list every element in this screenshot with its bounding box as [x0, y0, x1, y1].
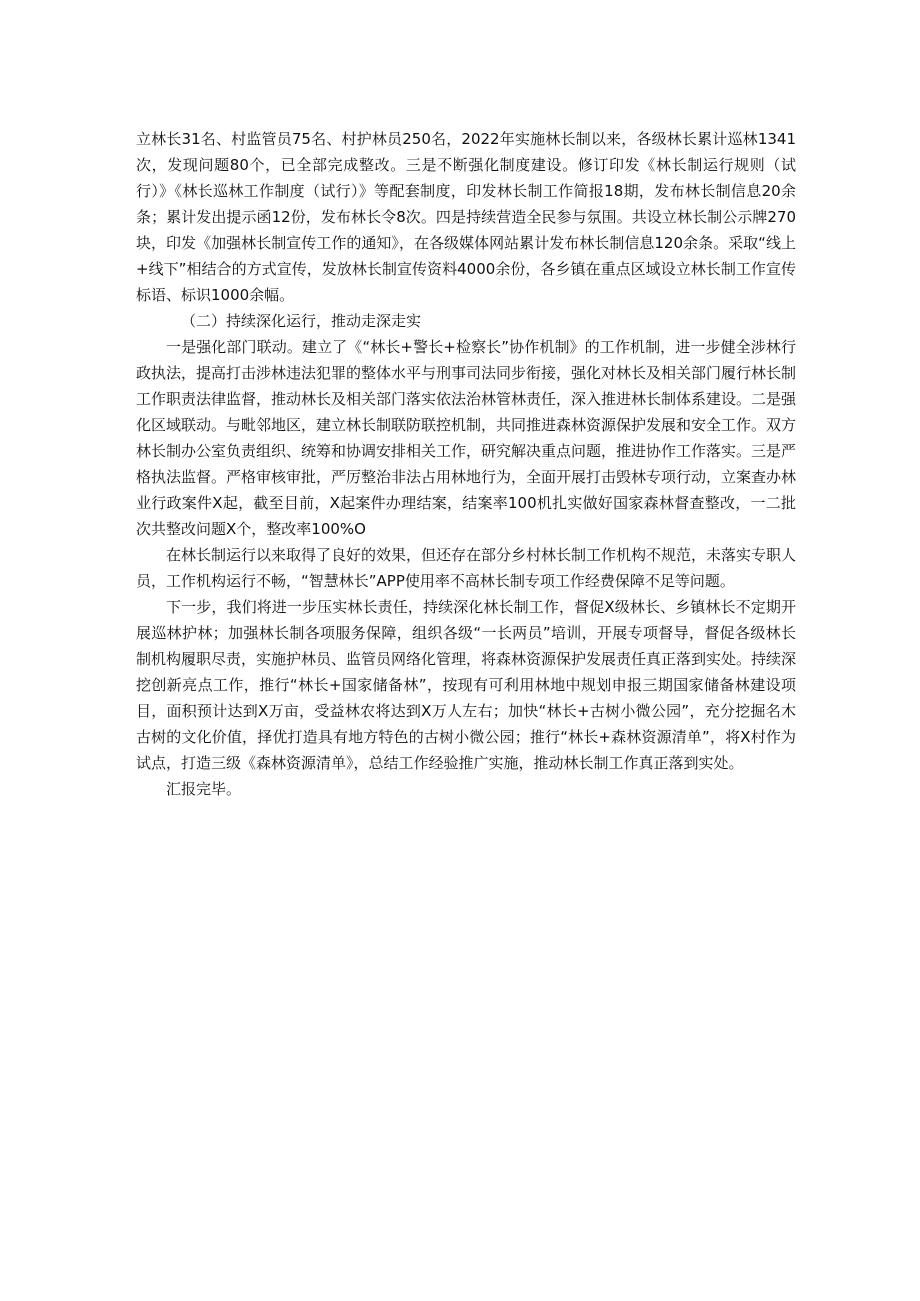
paragraph-closing: 汇报完毕。 — [166, 780, 242, 798]
paragraph-linkage: 一是强化部门联动。建立了《“林长+警长+检察长”协作机制》的工作机制，进一步健全涉林行政执法，提高打击涉林违法犯罪的整体水平与刑事司法同步衔接，强化对林长及相关部门履行林长制工作职责法律监督，推动林长及相关部门落实依法治林管林责任，深入推进林长制体系建设。二是强化区域联动。与毗邻地区，建立林长制联防联控机制，共同推进森林资源保护发展和安全工作。双方林长制办公室负责组织、统筹和协调安排相关工作，研究解决重点问题，推进协作工作落实。三是严格执法监督。严格审核审批，严厉整治非法占用林地行为，全面开展打击毁林专项行动，立案查办林业行政案件X起，截至目前，X起案件办理结案，结案率100机扎实做好国家森林督查整改，一二批次共整改问题X个，整改率100%O — [136, 338, 797, 538]
section-heading-2: （二）持续深化运行，推动走深走实 — [181, 312, 422, 330]
document-body — [136, 126, 796, 802]
paragraph-problems: 在林长制运行以来取得了良好的效果，但还存在部分乡村林长制工作机构不规范，未落实专职人员，工作机构运行不畅，“智慧林长”APP使用率不高林长制专项工作经费保障不足等问题。 — [136, 546, 797, 590]
paragraph-summary-continued: 立林长31名、村监管员75名、村护林员250名，2022年实施林长制以来，各级林长累计巡林1341次，发现问题80个，已全部完成整改。三是不断强化制度建设。修订印发《林长制运行规则（试行）》《林长巡林工作制度（试行）》等配套制度，印发林长制工作简报18期，发布林长制信息20余条；累计发出提示函12份，发布林长令8次。四是持续营造全民参与氛围。共设立林长制公示牌270块，印发《加强林长制宣传工作的通知》，在各级媒体网站累计发布林长制信息120余条。采取“线上+线下”相结合的方式宣传，发放林长制宣传资料4000余份，各乡镇在重点区域设立林长制工作宣传标语、标识1000余幅。 — [136, 130, 796, 304]
paragraph-next-steps: 下一步，我们将进一步压实林长责任，持续深化林长制工作，督促X级林长、乡镇林长不定期开展巡林护林；加强林长制各项服务保障，组织各级“一长两员”培训，开展专项督导，督促各级林长制机构履职尽责，实施护林员、监管员网络化管理，将森林资源保护发展责任真正落到实处。持续深挖创新亮点工作，推行“林长+国家储备林”，按现有可利用林地中规划申报三期国家储备林建设项目，面积预计达到X万亩，受益林农将达到X万人左右；加快“林长+古树小微公园”，充分挖掘名木古树的文化价值，择优打造具有地方特色的古树小微公园；推行“林长+森林资源清单”，将X村作为试点，打造三级《森林资源清单》，总结工作经验推广实施，推动林长制工作真正落到实处。 — [136, 598, 797, 772]
